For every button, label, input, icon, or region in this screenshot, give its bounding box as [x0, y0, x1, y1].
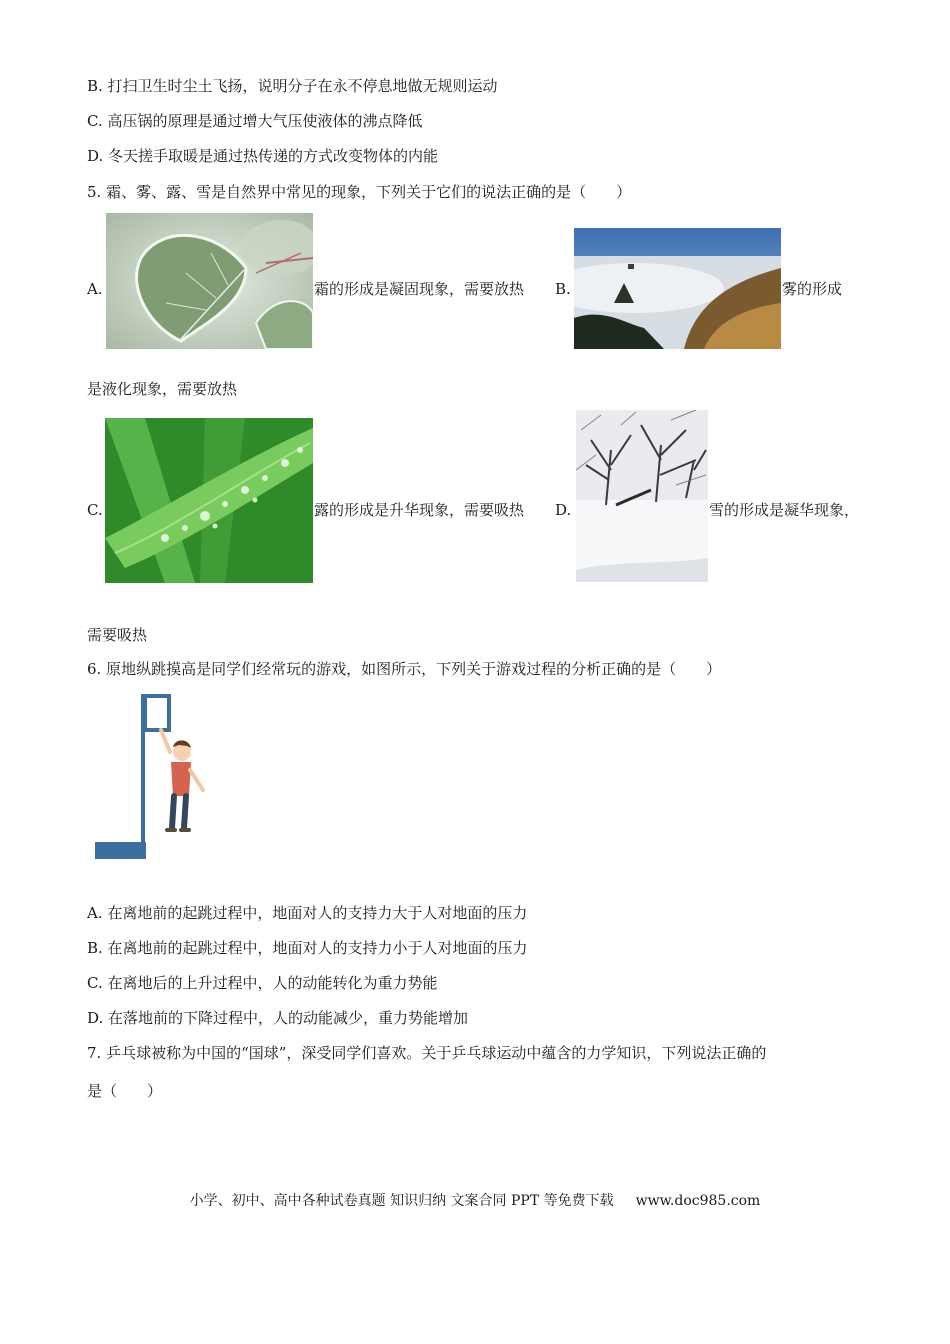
q7-stem-line-1: 7. 乒乓球被称为中国的“国球”，深受同学们喜欢。关于乒乓球运动中蕴含的力学知识，下列说法正确的 [87, 1044, 767, 1062]
q6-option-d: D. 在落地前的下降过程中，人的动能减少，重力势能增加 [87, 1009, 469, 1027]
snow-trees-image [576, 410, 708, 582]
q5-option-c-text: 露的形成是升华现象，需要吸热 [314, 501, 525, 519]
q5-option-a-text: 霜的形成是凝固现象，需要放热 [314, 280, 525, 298]
q4-option-d: D. 冬天搓手取暖是通过热传递的方式改变物体的内能 [87, 147, 439, 165]
footer-text: 小学、初中、高中各种试卷真题 知识归纳 文案合同 PPT 等免费下载 [189, 1193, 614, 1209]
q6-option-c: C. 在离地后的上升过程中，人的动能转化为重力势能 [87, 974, 438, 992]
fog-mountain-image [574, 228, 781, 349]
q4-option-c: C. 高压锅的原理是通过增大气压使液体的沸点降低 [87, 112, 423, 130]
page-footer [0, 1191, 950, 1211]
q5-option-b-text-1: 雾的形成 [782, 280, 843, 298]
q5-option-d-text-2: 需要吸热 [87, 626, 148, 644]
q5-stem: 5. 霜、雾、露、雪是自然界中常见的现象，下列关于它们的说法正确的是（ ） [87, 183, 632, 201]
q7-stem-line-2: 是（ ） [87, 1082, 163, 1100]
q5-option-d-letter: D. [555, 501, 572, 519]
q5-option-b-text-2: 是液化现象，需要放热 [87, 380, 238, 398]
q6-stem: 6. 原地纵跳摸高是同学们经常玩的游戏，如图所示，下列关于游戏过程的分析正确的是（ ） [87, 660, 722, 678]
q5-option-c-letter: C. [87, 501, 103, 519]
frost-leaf-image [106, 213, 313, 349]
jump-touch-figure [95, 690, 210, 862]
dew-grass-image [105, 418, 313, 583]
q5-option-a-letter: A. [87, 280, 103, 298]
q5-option-d-text-1: 雪的形成是凝华现象， [709, 501, 860, 519]
q4-option-b: B. 打扫卫生时尘土飞扬，说明分子在永不停息地做无规则运动 [87, 77, 498, 95]
footer-url[interactable]: www.doc985.com [635, 1193, 761, 1209]
q5-option-b-letter: B. [555, 280, 571, 298]
q6-option-b: B. 在离地前的起跳过程中，地面对人的支持力小于人对地面的压力 [87, 939, 528, 957]
q6-option-a: A. 在离地前的起跳过程中，地面对人的支持力大于人对地面的压力 [87, 904, 528, 922]
